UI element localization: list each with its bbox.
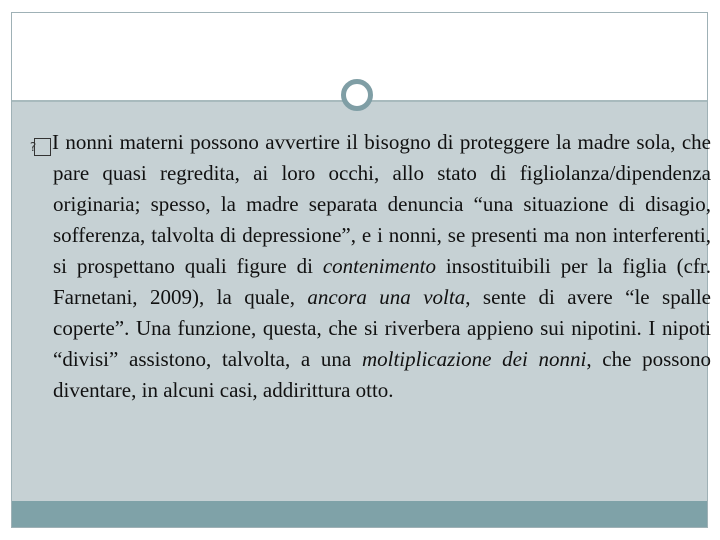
- emphasis-moltiplicazione: moltiplicazione dei nonni: [361, 347, 587, 371]
- text-segment-4: , che possono diventare, in alcuni casi, addirittura otto.: [53, 347, 711, 402]
- slide-footer-bar: [12, 501, 707, 527]
- body-text: [29, 127, 712, 406]
- emphasis-ancora-una-volta: ancora una volta: [307, 285, 466, 309]
- bullet-icon: ?: [34, 138, 51, 156]
- text-segment-2: insostituibili per la figlia (cfr. Farnetani, 2009), la quale,: [53, 254, 712, 309]
- slide: [11, 12, 712, 528]
- circle-ornament-icon: [341, 79, 373, 111]
- emphasis-contenimento: contenimento: [322, 254, 436, 278]
- text-segment-1: I nonni materni possono avvertire il bisogno di proteggere la madre sola, che pare quasi regredita, ai loro occhi, allo stato di figliolanza/dipendenza originaria; spesso, la madre separata denuncia “una situazione di disagio, sofferenza, talvolta di depressione”, e i nonni, se presenti ma non interferenti, si prospettano quali figure di: [52, 130, 711, 278]
- text-segment-3: , sente di avere “le spalle coperte”. Una funzione, questa, che si riverbera appieno sui nipotini. I nipoti “divisi” assistono, talvolta, a una: [53, 285, 712, 371]
- paragraph: [29, 127, 712, 406]
